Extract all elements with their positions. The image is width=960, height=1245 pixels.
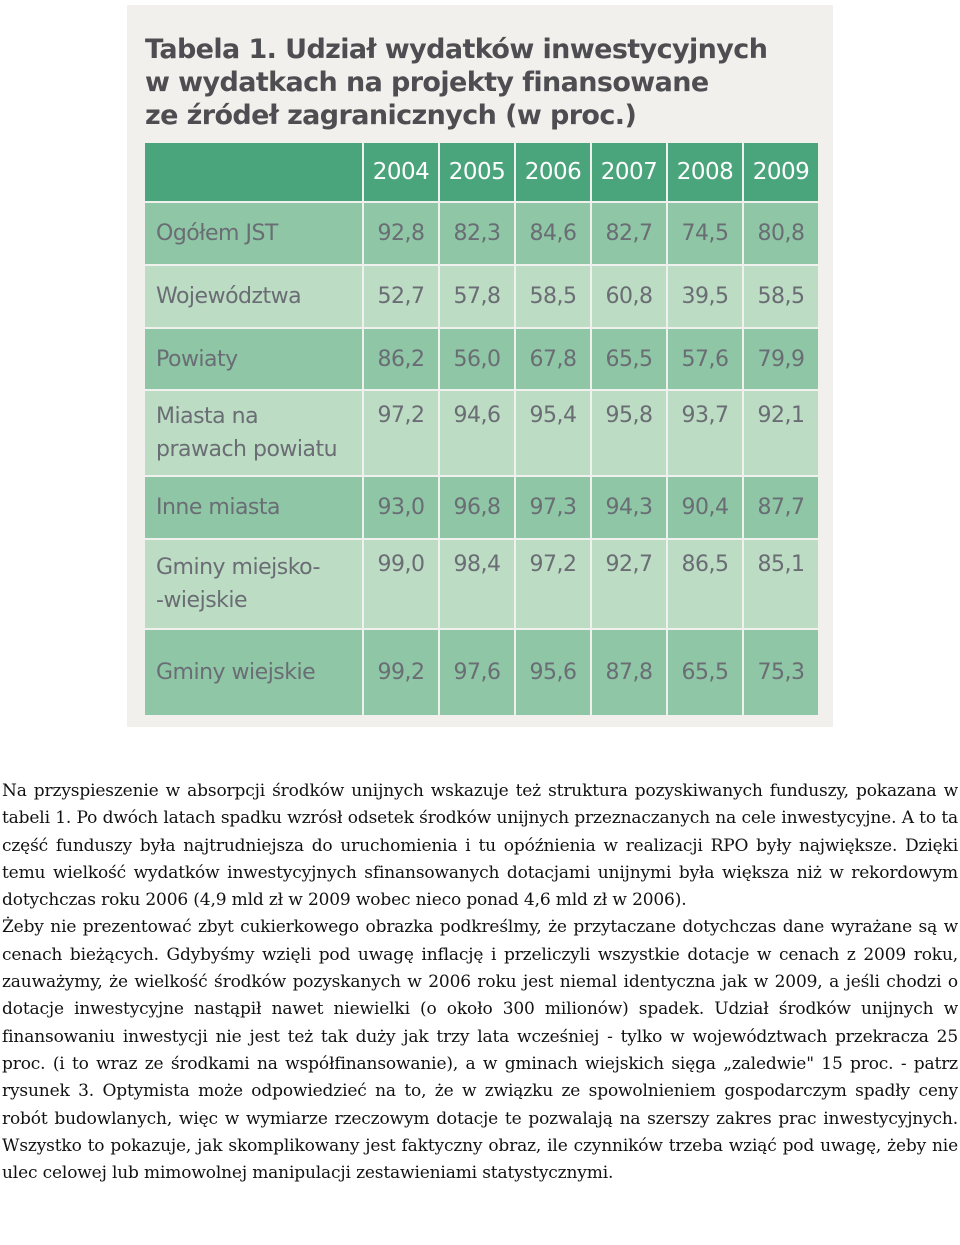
table-cell: 52,7 — [364, 266, 440, 329]
table-cell: 97,3 — [516, 477, 592, 540]
table-cell: 86,2 — [364, 329, 440, 391]
year-header: 2005 — [440, 143, 516, 203]
table-header-corner — [145, 143, 364, 203]
table-cell: 96,8 — [440, 477, 516, 540]
table-cell: 65,5 — [668, 630, 744, 715]
table-cell: 74,5 — [668, 203, 744, 266]
table-cell: 94,3 — [592, 477, 668, 540]
table-title-line: ze źródeł zagranicznych (w proc.) — [145, 100, 637, 131]
table-cell: 58,5 — [516, 266, 592, 329]
article-text — [2, 778, 958, 1187]
table-cell: 97,2 — [516, 540, 592, 630]
table-cell: 92,1 — [744, 391, 818, 477]
table-cell: 75,3 — [744, 630, 818, 715]
year-header: 2007 — [592, 143, 668, 203]
table-cell: 82,3 — [440, 203, 516, 266]
table-cell: 85,1 — [744, 540, 818, 630]
year-header: 2006 — [516, 143, 592, 203]
table-cell: 86,5 — [668, 540, 744, 630]
table-cell: 93,7 — [668, 391, 744, 477]
table-cell: 92,7 — [592, 540, 668, 630]
table-cell: 65,5 — [592, 329, 668, 391]
table-cell: 82,7 — [592, 203, 668, 266]
row-label: Ogółem JST — [145, 203, 364, 266]
table-cell: 99,0 — [364, 540, 440, 630]
article-paragraph: Żeby nie prezentować zbyt cukierkowego obrazka podkreślmy, że przytaczane dotychczas dane wyrażane są w cenach bieżących. Gdybyśmy wzięli pod uwagę inflację i przeliczyli wszystkie dotacje w cenach z 2009 roku, zauważymy, że wielkość środków pozyskanych w 2006 roku jest niemal identyczna jak w 2009, a jeśli chodzi o dotacje inwestycyjne nastąpił nawet niewielki (o około 300 milionów) spadek. Udział środków unijnych w finansowaniu inwestycji nie jest też tak duży jak trzy lata wcześniej - tylko w województwach przekracza 25 proc. (i to wraz ze środkami na współfinansowanie), a w gminach wiejskich sięga „zaledwie" 15 proc. - patrz rysunek 3. Optymista może odpowiedzieć na to, że w związku ze spowolnieniem gospodarczym spadły ceny robót budowlanych, więc w wymiarze rzeczowym dotacje te pozwalają na szerszy zakres prac inwestycyjnych. Wszystko to pokazuje, jak skomplikowany jest faktyczny obraz, ile czynników trzeba wziąć pod uwagę, żeby nie ulec celowej lub mimowolnej manipulacji zestawieniami statystycznymi. — [2, 917, 958, 1184]
year-header: 2004 — [364, 143, 440, 203]
row-label: Powiaty — [145, 329, 364, 391]
table-title-line: Tabela 1. Udział wydatków inwestycyjnych — [145, 34, 768, 65]
table-cell: 97,2 — [364, 391, 440, 477]
row-label-line: -wiejskie — [156, 588, 248, 613]
row-label: Województwa — [145, 266, 364, 329]
table-cell: 57,8 — [440, 266, 516, 329]
table-cell: 99,2 — [364, 630, 440, 715]
table-cell: 95,6 — [516, 630, 592, 715]
table-title — [145, 33, 805, 132]
row-label: Gminy wiejskie — [145, 630, 364, 715]
data-table — [145, 143, 818, 715]
row-label — [145, 540, 364, 630]
year-header: 2008 — [668, 143, 744, 203]
row-label-line: Miasta na — [156, 404, 259, 429]
table-cell: 98,4 — [440, 540, 516, 630]
table-cell: 79,9 — [744, 329, 818, 391]
row-label-line: prawach powiatu — [156, 437, 338, 462]
table-cell: 95,4 — [516, 391, 592, 477]
table-cell: 80,8 — [744, 203, 818, 266]
table-cell: 58,5 — [744, 266, 818, 329]
table-cell: 97,6 — [440, 630, 516, 715]
table-title-line: w wydatkach na projekty finansowane — [145, 67, 709, 98]
row-label: Inne miasta — [145, 477, 364, 540]
table-cell: 95,8 — [592, 391, 668, 477]
table-cell: 57,6 — [668, 329, 744, 391]
table-cell: 84,6 — [516, 203, 592, 266]
table-cell: 87,8 — [592, 630, 668, 715]
table-cell: 92,8 — [364, 203, 440, 266]
table-cell: 56,0 — [440, 329, 516, 391]
table-cell: 39,5 — [668, 266, 744, 329]
table-scan-image — [127, 5, 833, 727]
year-header: 2009 — [744, 143, 818, 203]
table-cell: 87,7 — [744, 477, 818, 540]
table-cell: 94,6 — [440, 391, 516, 477]
row-label-line: Gminy miejsko- — [156, 555, 320, 580]
row-label — [145, 391, 364, 477]
table-cell: 90,4 — [668, 477, 744, 540]
table-cell: 93,0 — [364, 477, 440, 540]
article-paragraph: Na przyspieszenie w absorpcji środków unijnych wskazuje też struktura pozyskiwanych funduszy, pokazana w tabeli 1. Po dwóch latach spadku wzrósł odsetek środków unijnych przeznaczanych na cele inwestycyjne. A to ta część funduszy była najtrudniejsza do uruchomienia i tu opóźnienia w realizacji RPO były największe. Dzięki temu wielkość wydatków inwestycyjnych sfinansowanych dotacjami unijnymi była większa niż w rekordowym dotychczas roku 2006 (4,9 mld zł w 2009 wobec nieco ponad 4,6 mld zł w 2006). — [2, 781, 958, 911]
table-cell: 67,8 — [516, 329, 592, 391]
table-cell: 60,8 — [592, 266, 668, 329]
